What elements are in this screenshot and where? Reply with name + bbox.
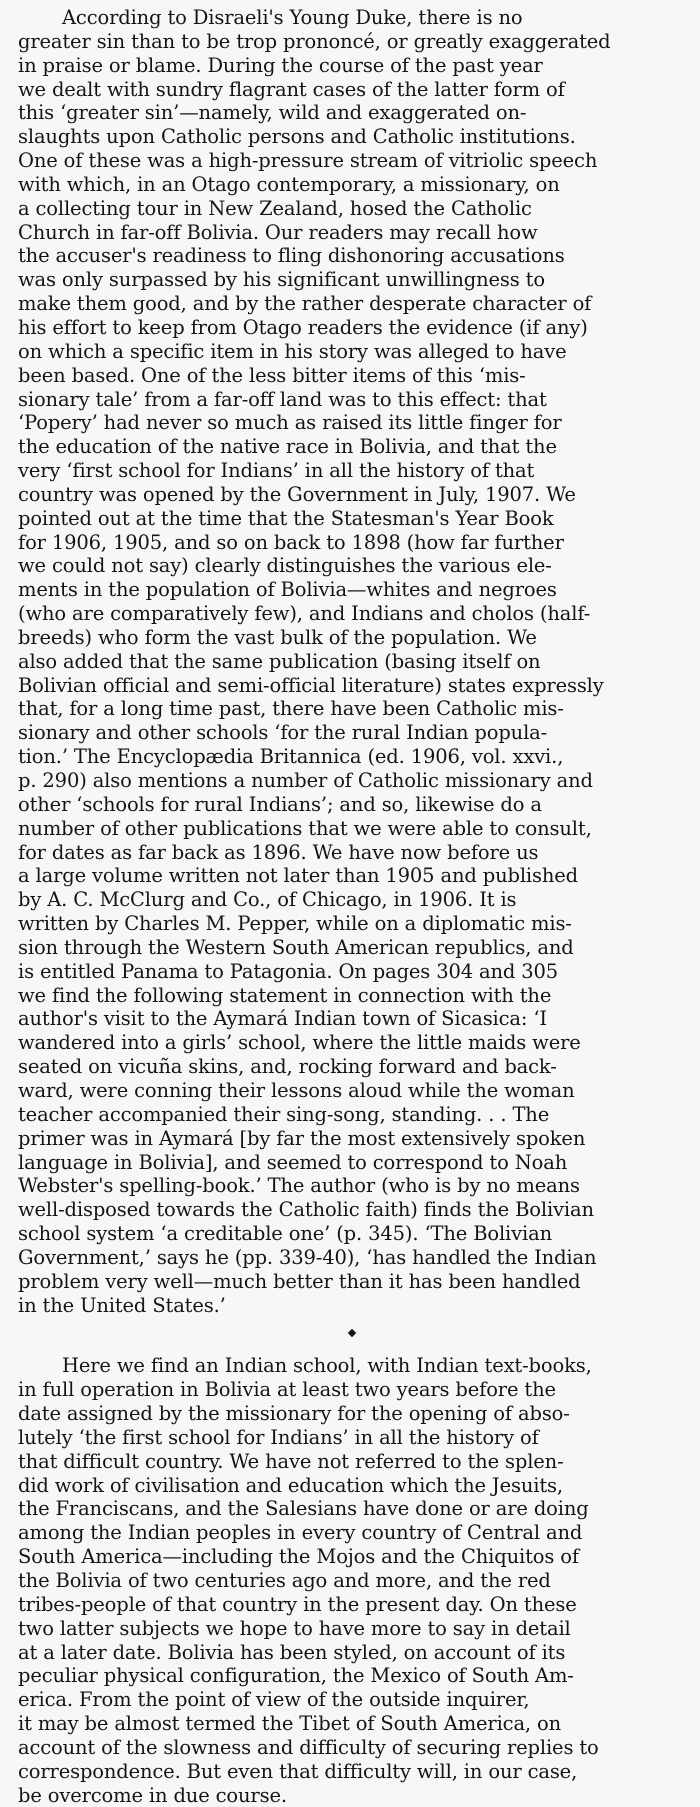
text-line: that difficult country. We have not referred to the splen-	[18, 1449, 564, 1473]
text-line: we dealt with sundry flagrant cases of the latter form of	[18, 77, 565, 101]
text-line: in full operation in Bolivia at least two years before the	[18, 1378, 556, 1402]
text-line: this ‘greater sin’—namely, wild and exaggerated on-	[18, 101, 527, 125]
text-line: ments in the population of Bolivia—whites and negroes	[18, 578, 557, 602]
text-line: sion through the Western South American republics, and	[18, 935, 574, 959]
text-line: ‘Popery’ had never so much as raised its little finger for	[18, 411, 562, 435]
text-line: According to Disraeli's Young Duke, there is no	[62, 6, 523, 29]
text-line: a collecting tour in New Zealand, hosed the Catholic	[18, 196, 532, 220]
text-line: number of other publications that we were able to consult,	[18, 816, 592, 840]
text-line: p. 290) also mentions a number of Catholic missionary and	[18, 769, 593, 792]
text-line: well-disposed towards the Catholic faith) finds the Bolivian	[18, 1198, 594, 1222]
section-separator	[18, 1317, 696, 1348]
text-line: two latter subjects we hope to have more to say in detail	[18, 1616, 571, 1640]
text-line: a large volume written not later than 1905 and published	[18, 864, 578, 888]
text-line: tion.’ The Encyclopædia Britannica (ed. 1906, vol. xxvi.,	[18, 745, 564, 769]
text-line: ward, were conning their lessons aloud while the woman	[18, 1078, 575, 1102]
text-line: the Bolivia of two centuries ago and more, and the red	[18, 1569, 551, 1592]
text-line: in the United States.’	[18, 1293, 226, 1317]
text-line: been based. One of the less bitter items of this ‘mis-	[18, 363, 526, 387]
text-line: on which a specific item in his story was alleged to have	[18, 339, 567, 363]
text-line: very ‘first school for Indians’ in all the history of that	[18, 459, 535, 483]
text-line: correspondence. But even that difficulty will, in our case,	[18, 1759, 578, 1783]
paragraph-bolivia-missionary	[18, 6, 696, 1317]
text-line: South America—including the Mojos and the Chiquitos of	[18, 1545, 579, 1569]
text-line: for 1906, 1905, and so on back to 1898 (how far further	[18, 530, 564, 554]
text-line: erica. From the point of view of the outside inquirer,	[18, 1688, 530, 1712]
text-line: in praise or blame. During the course of the past year	[18, 53, 543, 77]
text-line: Here we find an Indian school, with Indian text-books,	[62, 1354, 592, 1378]
text-line: tribes-people of that country in the present day. On these	[18, 1592, 577, 1616]
text-line: primer was in Aymará [by far the most extensively spoken	[18, 1126, 586, 1150]
text-line: problem very well—much better than it has been handled	[18, 1269, 581, 1293]
text-line: (who are comparatively few), and Indians and cholos (half-	[18, 602, 591, 626]
text-line: the education of the native race in Bolivia, and that the	[18, 435, 557, 459]
text-line: Church in far-off Bolivia. Our readers may recall how	[18, 220, 538, 244]
text-line: lutely ‘the first school for Indians’ in all the history of	[18, 1425, 539, 1449]
text-line: be overcome in due course.	[18, 1783, 287, 1807]
text-line: among the Indian peoples in every country of Central and	[18, 1521, 583, 1545]
text-line: peculiar physical configuration, the Mexico of South Am-	[18, 1664, 574, 1688]
text-line: that, for a long time past, there have been Catholic mis-	[18, 697, 564, 721]
text-line: was only surpassed by his significant unwillingness to	[18, 268, 545, 292]
text-line: Bolivian official and semi-official literature) states expressly	[18, 673, 604, 697]
text-line: his effort to keep from Otago readers the evidence (if any)	[18, 315, 588, 339]
text-line: author's visit to the Aymará Indian town of Sicasica: ‘I	[18, 1007, 547, 1031]
text-line: wandered into a girls’ school, where the little maids were	[18, 1031, 581, 1055]
text-line: the Franciscans, and the Salesians have done or are doing	[18, 1497, 589, 1521]
text-line: account of the slowness and difficulty of securing replies to	[18, 1735, 599, 1759]
text-line: we find the following statement in connection with the	[18, 983, 552, 1007]
text-line: breeds) who form the vast bulk of the population. We	[18, 625, 537, 649]
text-line: sionary and other schools ‘for the rural Indian popula-	[18, 721, 548, 745]
text-line: for dates as far back as 1896. We have now before us	[18, 840, 539, 864]
text-line: written by Charles M. Pepper, while on a diplomatic mis-	[18, 912, 572, 936]
text-line: language in Bolivia], and seemed to correspond to Noah	[18, 1150, 568, 1174]
text-line: sionary tale’ from a far-off land was to this effect: that	[18, 387, 547, 411]
text-line: date assigned by the missionary for the opening of abso-	[18, 1402, 570, 1426]
text-line: we could not say) clearly distinguishes the various ele-	[18, 554, 552, 578]
text-line: did work of civilisation and education which the Jesuits,	[18, 1473, 563, 1497]
text-line: school system ‘a creditable one’ (p. 345). ‘The Bolivian	[18, 1222, 552, 1246]
text-line: the accuser's readiness to fling dishonoring accusations	[18, 244, 565, 268]
text-line: is entitled Panama to Patagonia. On pages 304 and 305	[18, 959, 559, 983]
text-line: it may be almost termed the Tibet of South America, on	[18, 1712, 562, 1736]
text-line: make them good, and by the rather desperate character of	[18, 292, 592, 316]
text-line: at a later date. Bolivia has been styled, on account of its	[18, 1640, 566, 1664]
text-line: country was opened by the Government in July, 1907. We	[18, 482, 576, 506]
text-line: with which, in an Otago contemporary, a missionary, on	[18, 172, 560, 196]
text-line: Webster's spelling-book.’ The author (who is by no means	[18, 1174, 580, 1198]
text-line: teacher accompanied their sing-song, standing. . . The	[18, 1102, 550, 1126]
text-line: greater sin than to be trop prononcé, or greatly exaggerated	[18, 29, 611, 53]
text-line: also added that the same publication (basing itself on	[18, 649, 541, 673]
text-line: pointed out at the time that the Statesman's Year Book	[18, 506, 554, 530]
separator-dot-icon	[348, 1329, 356, 1337]
text-line: seated on vicuña skins, and, rocking forward and back-	[18, 1055, 557, 1079]
text-line: by A. C. McClurg and Co., of Chicago, in 1906. It is	[18, 888, 517, 912]
text-line: slaughts upon Catholic persons and Catholic institutions.	[18, 125, 576, 149]
text-line: other ‘schools for rural Indians’; and so, likewise do a	[18, 792, 542, 816]
text-line: One of these was a high-pressure stream of vitriolic speech	[18, 149, 598, 173]
text-line: Government,’ says he (pp. 339-40), ‘has handled the Indian	[18, 1245, 597, 1269]
paragraph-indian-school	[18, 1354, 696, 1807]
